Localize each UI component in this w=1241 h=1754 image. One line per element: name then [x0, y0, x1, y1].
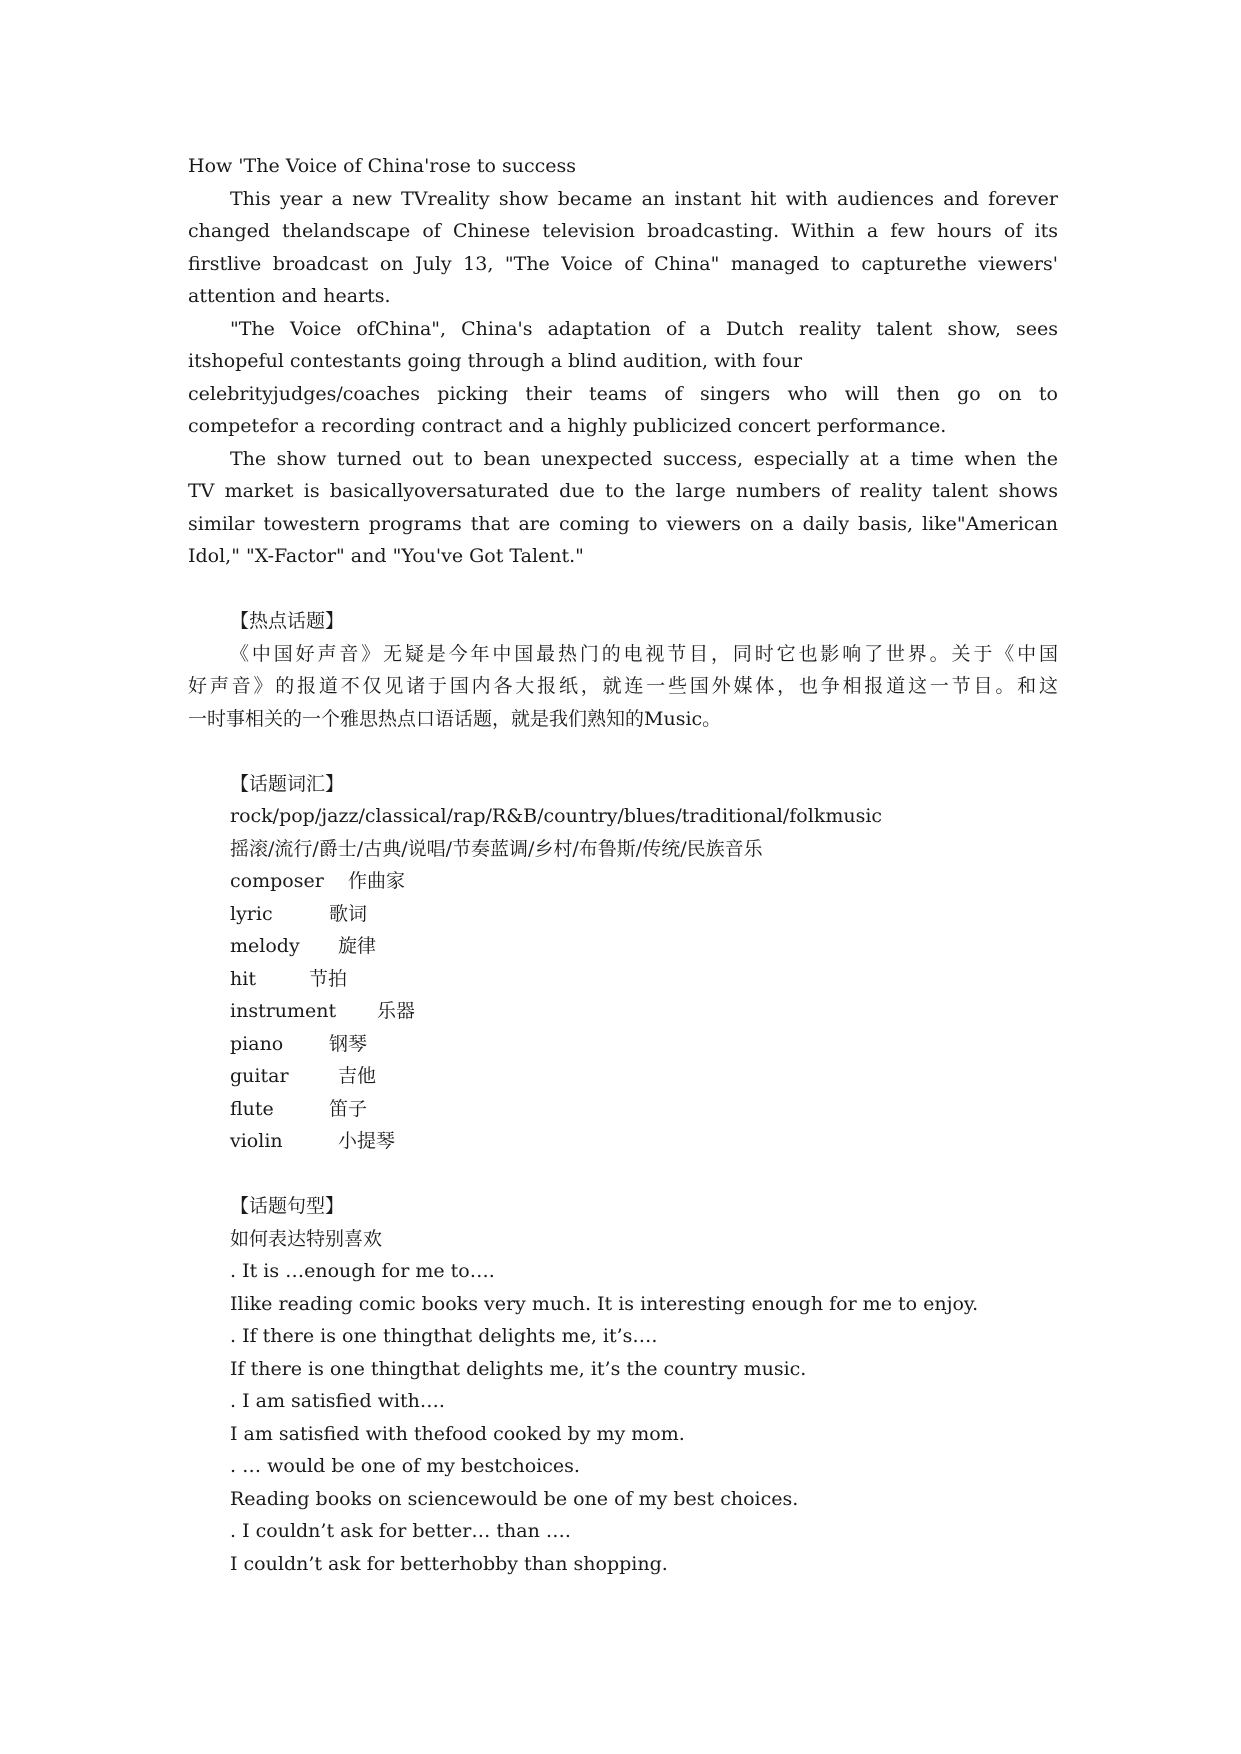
vocab-chinese: 歌词 [329, 902, 368, 925]
sentence-pattern: . I am satisfied with…. [230, 1390, 445, 1412]
document-page [188, 150, 1058, 1580]
vocab-item [188, 963, 1058, 996]
sentence-pattern: . It is …enough for me to…. [230, 1260, 495, 1282]
article-paragraph-1 [188, 183, 1058, 313]
spacer [188, 573, 1058, 606]
hot-topic-section [188, 605, 1058, 735]
paragraph-line: attention and hearts. [188, 285, 391, 307]
vocab-item [188, 930, 1058, 963]
vocabulary-section [188, 768, 1058, 1158]
paragraph-line: celebrityjudges/coaches picking their teams of singers who will then go on to [188, 382, 1058, 405]
hot-topic-line: 《中国好声音》无疑是今年中国最热门的电视节目，同时它也影响了世界。关于《中国 [230, 642, 1058, 665]
sentence-example: Reading books on sciencewould be one of my best choices. [230, 1487, 799, 1510]
vocab-chinese: 钢琴 [329, 1032, 368, 1055]
vocab-chinese: 作曲家 [348, 870, 406, 892]
vocab-english: instrument [230, 1000, 337, 1022]
sentence-patterns-heading: 【话题句型】 [230, 1195, 345, 1217]
sentence-pattern: . … would be one of my bestchoices. [230, 1455, 580, 1477]
paragraph-line: The show turned out to bean unexpected success, especially at a time when the [230, 447, 1058, 470]
paragraph-line: itshopeful contestants going through a blind audition, with four [188, 350, 803, 372]
vocab-item [188, 1125, 1058, 1158]
vocab-chinese: 旋律 [338, 935, 377, 957]
spacer [188, 735, 1058, 768]
vocab-english: flute [230, 1097, 274, 1120]
vocab-item [188, 1093, 1058, 1126]
vocab-english: melody [230, 935, 300, 957]
hot-topic-line: 一时事相关的一个雅思热点口语话题，就是我们熟知的Music。 [188, 707, 722, 730]
vocab-english: guitar [230, 1065, 289, 1087]
vocab-item [188, 1028, 1058, 1061]
vocab-chinese: 乐器 [377, 1000, 416, 1022]
article-paragraph-2 [188, 313, 1058, 443]
vocab-item [188, 898, 1058, 931]
vocab-english: violin [230, 1130, 283, 1152]
paragraph-line: similar towestern programs that are coming to viewers on a daily basis, like"American [188, 512, 1058, 535]
paragraph-line: This year a new TVreality show became an instant hit with audiences and forever [230, 187, 1058, 210]
paragraph-line: competefor a recording contract and a highly publicized concert performance. [188, 415, 947, 437]
sentence-example: I am satisfied with thefood cooked by my mom. [230, 1422, 685, 1445]
vocab-chinese: 小提琴 [338, 1130, 396, 1152]
sentence-example: If there is one thingthat delights me, it’s the country music. [230, 1357, 807, 1380]
vocab-chinese: 吉他 [338, 1065, 377, 1087]
paragraph-line: firstlive broadcast on July 13, "The Voice of China" managed to capturethe viewers' [188, 252, 1058, 275]
vocab-item [188, 995, 1058, 1028]
vocab-item [188, 1060, 1058, 1093]
article-title: How 'The Voice of China'rose to success [188, 155, 576, 177]
vocab-english: piano [230, 1032, 284, 1055]
sentence-example: Ilike reading comic books very much. It is interesting enough for me to enjoy. [230, 1292, 979, 1315]
vocab-chinese: 笛子 [329, 1097, 368, 1120]
genres-english: rock/pop/jazz/classical/rap/R&B/country/blues/traditional/folkmusic [230, 805, 883, 827]
sentence-pattern: . I couldn’t ask for better… than …. [230, 1520, 571, 1542]
hot-topic-heading: 【热点话题】 [230, 610, 345, 632]
vocab-english: composer [230, 870, 324, 892]
sentence-pattern: . If there is one thingthat delights me, it’s…. [230, 1325, 658, 1347]
genres-chinese: 摇滚/流行/爵士/古典/说唱/节奏蓝调/乡村/布鲁斯/传统/民族音乐 [230, 837, 763, 860]
sentence-example: I couldn’t ask for betterhobby than shopping. [230, 1552, 668, 1575]
article-paragraph-3 [188, 443, 1058, 573]
paragraph-line: TV market is basicallyoversaturated due to the large numbers of reality talent shows [188, 480, 1058, 502]
sentence-patterns-subheading: 如何表达特别喜欢 [230, 1227, 383, 1250]
vocab-chinese: 节拍 [309, 967, 348, 990]
spacer [188, 1158, 1058, 1191]
sentence-patterns-section [188, 1190, 1058, 1580]
vocabulary-heading: 【话题词汇】 [230, 772, 345, 795]
paragraph-line: "The Voice ofChina", China's adaptation of a Dutch reality talent show, sees [230, 317, 1058, 340]
paragraph-line: changed thelandscape of Chinese television broadcasting. Within a few hours of its [188, 220, 1058, 242]
vocab-item [188, 865, 1058, 898]
hot-topic-line: 好声音》的报道不仅见诸于国内各大报纸，就连一些国外媒体，也争相报道这一节目。和这 [188, 675, 1058, 697]
vocab-english: lyric [230, 902, 273, 925]
paragraph-line: Idol," "X-Factor" and "You've Got Talent." [188, 545, 584, 567]
vocab-english: hit [230, 967, 256, 990]
